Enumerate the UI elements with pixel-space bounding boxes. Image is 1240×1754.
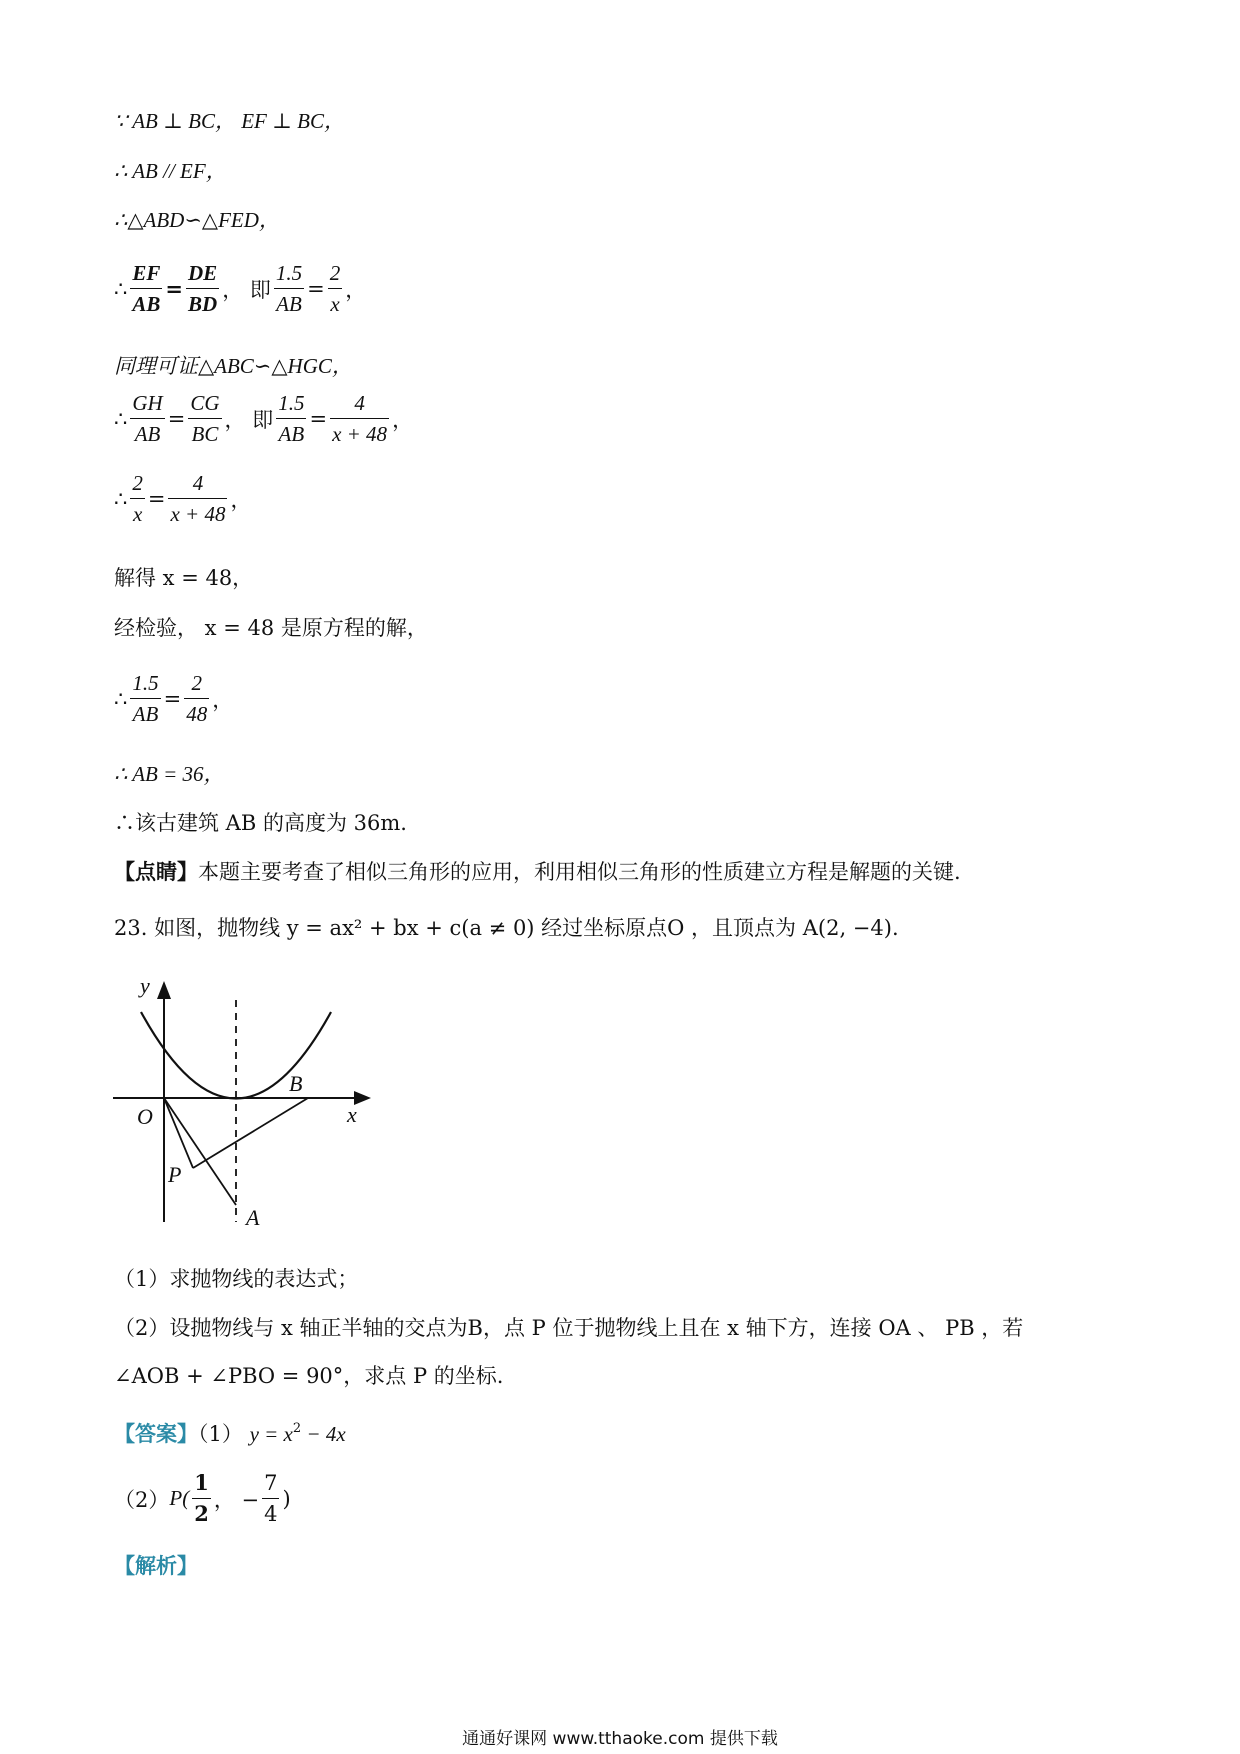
fraction-denominator: BC: [191, 422, 219, 446]
punctuation: ，: [212, 687, 234, 712]
fraction-denominator: BD: [188, 292, 218, 316]
fraction-numerator: 4: [168, 468, 227, 499]
point-p-close: ): [282, 1486, 291, 1511]
fraction-denominator: x: [132, 502, 143, 526]
connector-text: ， 即: [222, 277, 271, 302]
fraction-denominator: AB: [276, 292, 302, 316]
fraction-denominator: 2: [194, 1501, 209, 1526]
fraction-4-x-48: [330, 388, 389, 449]
fraction-numerator: 1.5: [276, 388, 306, 419]
fraction-gh-ab: [130, 388, 164, 449]
answer-part1-exponent: 2: [292, 1421, 302, 1436]
fraction-numerator: DE: [186, 258, 219, 289]
fraction-2-48: [184, 668, 209, 729]
label-o: O: [137, 1104, 153, 1129]
footer-watermark: 通通好课网 www.tthaoke.com 提供下载: [462, 1729, 778, 1749]
fraction-numerator: 4: [330, 388, 389, 419]
question-part-1: （1）求抛物线的表达式；: [114, 1267, 359, 1291]
step-similar-triangles: ∴△ABD∽△FED，: [114, 208, 280, 232]
comment-text: 本题主要考查了相似三角形的应用，利用相似三角形的性质建立方程是解题的关键.: [198, 860, 961, 884]
fraction-denominator: x: [330, 292, 340, 316]
fraction-2-x: [328, 258, 343, 319]
fraction-numerator: 2: [328, 258, 343, 289]
question-23-stem: 23. 如图，抛物线 y = ax² + bx + c(a ≠ 0) 经过坐标原点O ，且顶点为 A(2, −4).: [114, 916, 899, 940]
comment-line: [114, 856, 961, 886]
answer-part1-tail: − 4x: [301, 1422, 346, 1446]
step-ratio-equation-4: ∴ $\frac{1.5}{AB}$ = $\frac{2}{48}$ ，: [114, 668, 233, 729]
segment-op: [164, 1098, 193, 1168]
step-perpendicular: ∵ AB ⊥ BC， EF ⊥ BC，: [114, 109, 345, 133]
label-b: B: [289, 1071, 303, 1096]
fraction-denominator: 4: [264, 1502, 278, 1526]
point-p-separator: ， −: [213, 1487, 260, 1512]
step-similar-proof: 同理可证△ABC∽△HGC，: [114, 354, 353, 378]
punctuation: ，: [392, 407, 414, 432]
fraction-ef-ab: [130, 258, 162, 319]
therefore-symbol: ∴: [114, 486, 128, 511]
punctuation: ，: [230, 487, 252, 512]
fraction-denominator: AB: [278, 422, 305, 446]
fraction-numerator: 2: [130, 468, 145, 499]
therefore-symbol: ∴: [114, 686, 128, 711]
fraction-denominator: 48: [186, 702, 208, 726]
step-ratio-equation-2: ∴ $\frac{GH}{AB}$ = $\frac{CG}{BC}$ ， 即 $\frac{1.5}{AB}$ = $\frac{4}{x + 48}$ ，: [114, 388, 413, 449]
fraction-de-bd: [186, 258, 219, 319]
fraction-denominator: AB: [134, 422, 161, 446]
step-ab-value: ∴ AB = 36，: [114, 762, 225, 786]
fraction-denominator: AB: [132, 292, 161, 316]
fraction-1-5-ab: [274, 258, 304, 319]
label-x: x: [347, 1102, 357, 1127]
question-part-2-cont: ∠AOB + ∠PBO = 90°，求点 P 的坐标.: [114, 1364, 504, 1388]
fraction-denominator: AB: [132, 702, 159, 726]
segment-pb: [193, 1098, 308, 1168]
label-a: A: [246, 1205, 260, 1230]
fraction-numerator: 1.5: [130, 668, 160, 699]
fraction-denominator: x + 48: [332, 422, 388, 446]
fraction-cg-bc: [188, 388, 221, 449]
fraction-1-5-ab: [130, 668, 160, 729]
fraction-numerator: 7: [262, 1468, 279, 1499]
step-ratio-equation-3: ∴ $\frac{2}{x}$ = $\frac{4}{x + 48}$ ，: [114, 468, 251, 529]
fraction-one-half: [192, 1468, 211, 1529]
answer-part1-expr: y = x: [249, 1422, 293, 1446]
step-parallel: ∴ AB // EF，: [114, 159, 227, 183]
question-part-2: （2）设抛物线与 x 轴正半轴的交点为B，点 P 位于抛物线上且在 x 轴下方，连接 OA 、 PB ，若: [114, 1316, 1024, 1340]
fraction-1-5-ab: [276, 388, 306, 449]
fraction-numerator: GH: [130, 388, 164, 419]
y-axis-arrow-icon: [157, 981, 171, 999]
punctuation: ，: [345, 277, 367, 302]
fraction-4-x-48: [168, 468, 227, 529]
fraction-seven-quarters: [262, 1468, 279, 1529]
step-verification: 经检验， x = 48 是原方程的解，: [114, 616, 428, 640]
fraction-numerator: 2: [184, 668, 209, 699]
fraction-2-x: [130, 468, 145, 529]
fraction-denominator: x + 48: [170, 502, 226, 526]
answer-line-1: [114, 1418, 346, 1448]
therefore-symbol: ∴: [114, 406, 128, 431]
comment-label: 【点睛】: [114, 859, 198, 884]
fraction-numerator: CG: [188, 388, 221, 419]
fraction-numerator: 1: [192, 1468, 211, 1499]
label-p: P: [168, 1162, 182, 1187]
answer-part1-prefix: （1）: [198, 1422, 243, 1446]
answer-part2-prefix: （2）: [114, 1487, 170, 1512]
connector-text: ， 即: [224, 407, 274, 432]
step-ratio-equation-1: ∴ $\frac{EF}{AB}$ = $\frac{DE}{BD}$ ， 即 $\frac{1.5}{AB}$ = $\frac{2}{x}$ ，: [114, 258, 366, 319]
analysis-label: 【解析】: [114, 1553, 198, 1578]
point-p-open: P(: [169, 1486, 190, 1510]
fraction-numerator: EF: [130, 258, 162, 289]
step-solution: 解得 x = 48，: [114, 566, 254, 590]
answer-line-2: [114, 1468, 291, 1529]
fraction-numerator: 1.5: [274, 258, 304, 289]
step-conclusion: ∴该古建筑 AB 的高度为 36m.: [114, 811, 407, 835]
segment-oa: [164, 1098, 236, 1205]
therefore-symbol: ∴: [114, 276, 128, 301]
answer-label: 【答案】: [114, 1421, 198, 1446]
parabola-figure: [105, 960, 385, 1240]
label-y: y: [140, 973, 150, 998]
